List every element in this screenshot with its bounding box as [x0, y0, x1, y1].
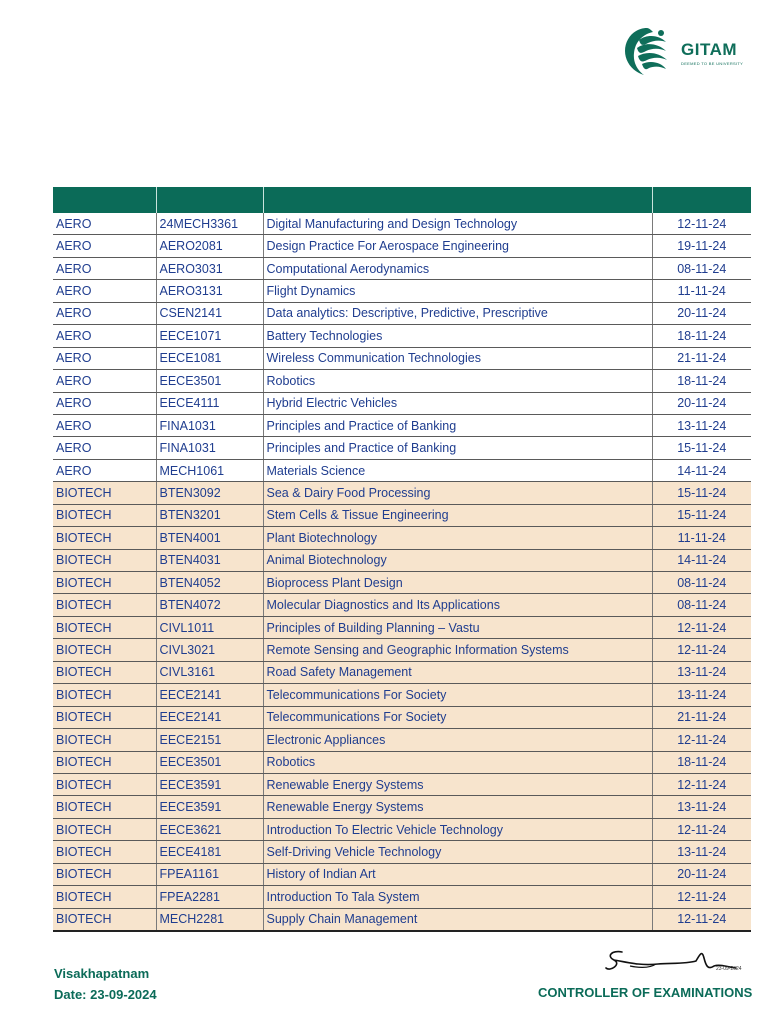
cell-date: 12-11-24: [652, 616, 751, 638]
cell-date: 13-11-24: [652, 661, 751, 683]
brand-tagline: DEEMED TO BE UNIVERSITY: [681, 61, 744, 66]
cell-course-title: Electronic Appliances: [263, 729, 652, 751]
cell-course-title: Telecommunications For Society: [263, 684, 652, 706]
cell-department: BIOTECH: [53, 549, 156, 571]
cell-date: 18-11-24: [652, 325, 751, 347]
cell-department: AERO: [53, 325, 156, 347]
cell-date: 13-11-24: [652, 841, 751, 863]
cell-department: BIOTECH: [53, 527, 156, 549]
table-row: [53, 796, 751, 818]
cell-date: 13-11-24: [652, 414, 751, 436]
cell-course-title: Remote Sensing and Geographic Information Systems: [263, 639, 652, 661]
cell-course-title: Principles of Building Planning – Vastu: [263, 616, 652, 638]
cell-course-title: Flight Dynamics: [263, 280, 652, 302]
cell-course-code: AERO3031: [156, 257, 263, 279]
cell-course-code: FPEA1161: [156, 863, 263, 885]
cell-course-code: MECH1061: [156, 459, 263, 481]
table-row: [53, 392, 751, 414]
cell-date: 12-11-24: [652, 729, 751, 751]
cell-course-code: FINA1031: [156, 437, 263, 459]
cell-department: BIOTECH: [53, 773, 156, 795]
cell-course-title: Plant Biotechnology: [263, 527, 652, 549]
table-row: [53, 841, 751, 863]
cell-course-code: CIVL3161: [156, 661, 263, 683]
cell-course-title: Stem Cells & Tissue Engineering: [263, 504, 652, 526]
cell-course-title: Principles and Practice of Banking: [263, 437, 652, 459]
cell-course-code: EECE4181: [156, 841, 263, 863]
cell-date: 20-11-24: [652, 863, 751, 885]
cell-date: 13-11-24: [652, 796, 751, 818]
cell-department: BIOTECH: [53, 706, 156, 728]
table-row: [53, 257, 751, 279]
cell-department: AERO: [53, 347, 156, 369]
cell-course-code: EECE3501: [156, 370, 263, 392]
cell-date: 14-11-24: [652, 549, 751, 571]
cell-course-title: Telecommunications For Society: [263, 706, 652, 728]
cell-date: 12-11-24: [652, 773, 751, 795]
cell-department: AERO: [53, 213, 156, 235]
cell-date: 08-11-24: [652, 257, 751, 279]
table-row: [53, 908, 751, 931]
table-row: [53, 437, 751, 459]
cell-course-title: Computational Aerodynamics: [263, 257, 652, 279]
cell-course-code: EECE3591: [156, 773, 263, 795]
cell-department: AERO: [53, 302, 156, 324]
table-row: [53, 594, 751, 616]
cell-department: AERO: [53, 392, 156, 414]
cell-department: AERO: [53, 437, 156, 459]
signature-image: [600, 944, 760, 980]
cell-course-title: Self-Driving Vehicle Technology: [263, 841, 652, 863]
issue-date: Date: 23-09-2024: [54, 987, 157, 1002]
cell-course-code: MECH2281: [156, 908, 263, 931]
table-row: [53, 684, 751, 706]
cell-course-code: EECE1081: [156, 347, 263, 369]
table-row: [53, 414, 751, 436]
table-row: [53, 482, 751, 504]
table-header-row: [53, 187, 751, 213]
cell-date: 21-11-24: [652, 347, 751, 369]
cell-course-title: Introduction To Electric Vehicle Technology: [263, 818, 652, 840]
header-cell-course-title: [263, 187, 652, 213]
cell-department: AERO: [53, 257, 156, 279]
cell-date: 20-11-24: [652, 392, 751, 414]
cell-course-title: Materials Science: [263, 459, 652, 481]
cell-course-code: EECE1071: [156, 325, 263, 347]
cell-course-code: BTEN3092: [156, 482, 263, 504]
table-row: [53, 818, 751, 840]
table-row: [53, 504, 751, 526]
table-row: [53, 549, 751, 571]
cell-date: 20-11-24: [652, 302, 751, 324]
table-row: [53, 370, 751, 392]
cell-department: BIOTECH: [53, 751, 156, 773]
table-row: [53, 706, 751, 728]
table-row: [53, 280, 751, 302]
cell-course-code: CIVL3021: [156, 639, 263, 661]
signature-date: 23-09-2024: [716, 966, 742, 972]
cell-department: BIOTECH: [53, 616, 156, 638]
cell-date: 15-11-24: [652, 482, 751, 504]
cell-course-code: CIVL1011: [156, 616, 263, 638]
cell-course-code: 24MECH3361: [156, 213, 263, 235]
table-row: [53, 527, 751, 549]
cell-course-code: BTEN4031: [156, 549, 263, 571]
cell-date: 12-11-24: [652, 639, 751, 661]
cell-date: 12-11-24: [652, 213, 751, 235]
cell-course-code: AERO3131: [156, 280, 263, 302]
cell-course-code: FINA1031: [156, 414, 263, 436]
cell-department: AERO: [53, 280, 156, 302]
cell-course-title: Design Practice For Aerospace Engineering: [263, 235, 652, 257]
gitam-logo: [617, 24, 757, 80]
cell-department: BIOTECH: [53, 729, 156, 751]
cell-course-title: Robotics: [263, 370, 652, 392]
cell-course-title: Introduction To Tala System: [263, 886, 652, 908]
cell-course-code: AERO2081: [156, 235, 263, 257]
gitam-emblem-icon: [617, 24, 677, 80]
cell-course-title: History of Indian Art: [263, 863, 652, 885]
cell-course-code: EECE2151: [156, 729, 263, 751]
cell-course-code: EECE2141: [156, 684, 263, 706]
cell-department: BIOTECH: [53, 886, 156, 908]
cell-date: 12-11-24: [652, 908, 751, 931]
cell-department: AERO: [53, 459, 156, 481]
cell-department: BIOTECH: [53, 841, 156, 863]
cell-course-title: Supply Chain Management: [263, 908, 652, 931]
header-cell-course-code: [156, 187, 263, 213]
cell-date: 18-11-24: [652, 751, 751, 773]
cell-course-title: Robotics: [263, 751, 652, 773]
cell-department: BIOTECH: [53, 863, 156, 885]
cell-department: BIOTECH: [53, 639, 156, 661]
cell-course-code: BTEN3201: [156, 504, 263, 526]
table-row: [53, 639, 751, 661]
location: Visakhapatnam: [54, 966, 150, 981]
cell-course-title: Animal Biotechnology: [263, 549, 652, 571]
table-row: [53, 616, 751, 638]
exam-schedule-table: [53, 187, 751, 932]
cell-department: AERO: [53, 370, 156, 392]
cell-department: BIOTECH: [53, 908, 156, 931]
cell-course-title: Digital Manufacturing and Design Technology: [263, 213, 652, 235]
cell-department: BIOTECH: [53, 796, 156, 818]
table-row: [53, 347, 751, 369]
cell-date: 11-11-24: [652, 280, 751, 302]
cell-course-code: FPEA2281: [156, 886, 263, 908]
table-row: [53, 661, 751, 683]
header-cell-date: [652, 187, 751, 213]
cell-date: 13-11-24: [652, 684, 751, 706]
cell-department: BIOTECH: [53, 594, 156, 616]
cell-course-code: BTEN4052: [156, 572, 263, 594]
cell-date: 19-11-24: [652, 235, 751, 257]
cell-department: AERO: [53, 414, 156, 436]
cell-date: 12-11-24: [652, 886, 751, 908]
cell-course-title: Principles and Practice of Banking: [263, 414, 652, 436]
cell-course-title: Road Safety Management: [263, 661, 652, 683]
cell-course-code: BTEN4001: [156, 527, 263, 549]
cell-course-title: Renewable Energy Systems: [263, 773, 652, 795]
cell-date: 15-11-24: [652, 504, 751, 526]
table-row: [53, 886, 751, 908]
cell-course-title: Sea & Dairy Food Processing: [263, 482, 652, 504]
cell-course-code: EECE3591: [156, 796, 263, 818]
table-row: [53, 863, 751, 885]
cell-course-title: Bioprocess Plant Design: [263, 572, 652, 594]
cell-course-code: EECE4111: [156, 392, 263, 414]
cell-course-code: CSEN2141: [156, 302, 263, 324]
cell-date: 08-11-24: [652, 572, 751, 594]
table-row: [53, 751, 751, 773]
cell-course-code: EECE3501: [156, 751, 263, 773]
table-row: [53, 459, 751, 481]
cell-course-title: Renewable Energy Systems: [263, 796, 652, 818]
header-cell-department: [53, 187, 156, 213]
table-row: [53, 572, 751, 594]
cell-date: 15-11-24: [652, 437, 751, 459]
brand-name: GITAM: [681, 40, 738, 59]
cell-department: BIOTECH: [53, 818, 156, 840]
footer-left: [54, 963, 157, 1005]
cell-department: AERO: [53, 235, 156, 257]
cell-course-title: Battery Technologies: [263, 325, 652, 347]
cell-course-code: EECE3621: [156, 818, 263, 840]
cell-date: 14-11-24: [652, 459, 751, 481]
table-row: [53, 773, 751, 795]
cell-course-title: Molecular Diagnostics and Its Applications: [263, 594, 652, 616]
table-row: [53, 302, 751, 324]
cell-date: 12-11-24: [652, 818, 751, 840]
cell-course-title: Wireless Communication Technologies: [263, 347, 652, 369]
table-body: [53, 213, 751, 931]
cell-course-code: BTEN4072: [156, 594, 263, 616]
cell-date: 08-11-24: [652, 594, 751, 616]
cell-date: 21-11-24: [652, 706, 751, 728]
cell-date: 18-11-24: [652, 370, 751, 392]
cell-course-code: EECE2141: [156, 706, 263, 728]
cell-course-title: Hybrid Electric Vehicles: [263, 392, 652, 414]
cell-course-title: Data analytics: Descriptive, Predictive, Prescriptive: [263, 302, 652, 324]
table-row: [53, 325, 751, 347]
cell-department: BIOTECH: [53, 504, 156, 526]
cell-date: 11-11-24: [652, 527, 751, 549]
table-row: [53, 235, 751, 257]
controller-designation: CONTROLLER OF EXAMINATIONS: [538, 985, 753, 1000]
table-row: [53, 213, 751, 235]
cell-department: BIOTECH: [53, 572, 156, 594]
table-row: [53, 729, 751, 751]
cell-department: BIOTECH: [53, 482, 156, 504]
cell-department: BIOTECH: [53, 661, 156, 683]
cell-department: BIOTECH: [53, 684, 156, 706]
